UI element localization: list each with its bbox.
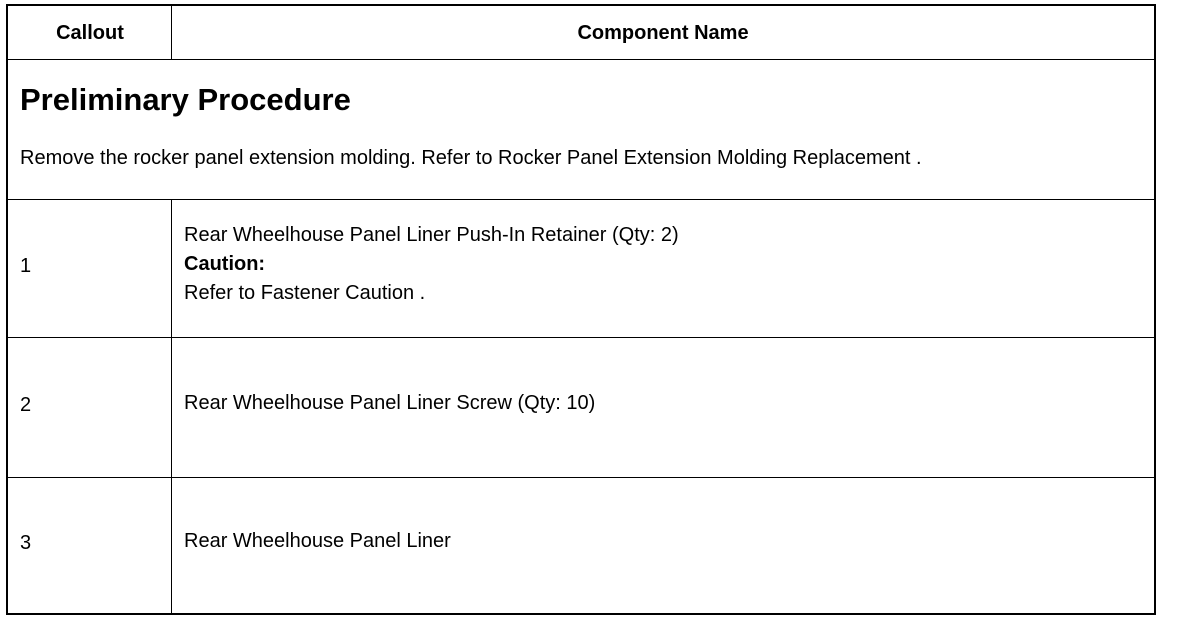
preliminary-procedure-text: Remove the rocker panel extension molding. Refer to Rocker Panel Extension Molding Replacement . — [20, 147, 922, 169]
preliminary-procedure-title: Preliminary Procedure — [20, 82, 351, 117]
component-table — [6, 4, 1156, 615]
caution-text: Refer to Fastener Caution . — [184, 282, 426, 304]
component-name: Rear Wheelhouse Panel Liner Push-In Retainer (Qty: 2) — [184, 224, 679, 246]
row-2-bottom-rule — [8, 477, 1154, 478]
callout-number: 2 — [20, 394, 32, 416]
callout-number: 1 — [20, 255, 32, 277]
component-cell — [184, 221, 679, 308]
header-divider — [171, 6, 172, 59]
callout-number: 3 — [20, 532, 32, 554]
row-1-bottom-rule — [8, 337, 1154, 338]
component-name: Rear Wheelhouse Panel Liner Screw (Qty: 10) — [184, 392, 596, 414]
header-bottom-rule — [8, 59, 1154, 60]
preliminary-bottom-rule — [8, 199, 1154, 200]
component-name: Rear Wheelhouse Panel Liner — [184, 530, 451, 552]
callout-header: Callout — [56, 21, 124, 44]
body-column-divider — [171, 199, 172, 613]
caution-label: Caution: — [184, 253, 266, 275]
component-name-header: Component Name — [577, 21, 749, 44]
